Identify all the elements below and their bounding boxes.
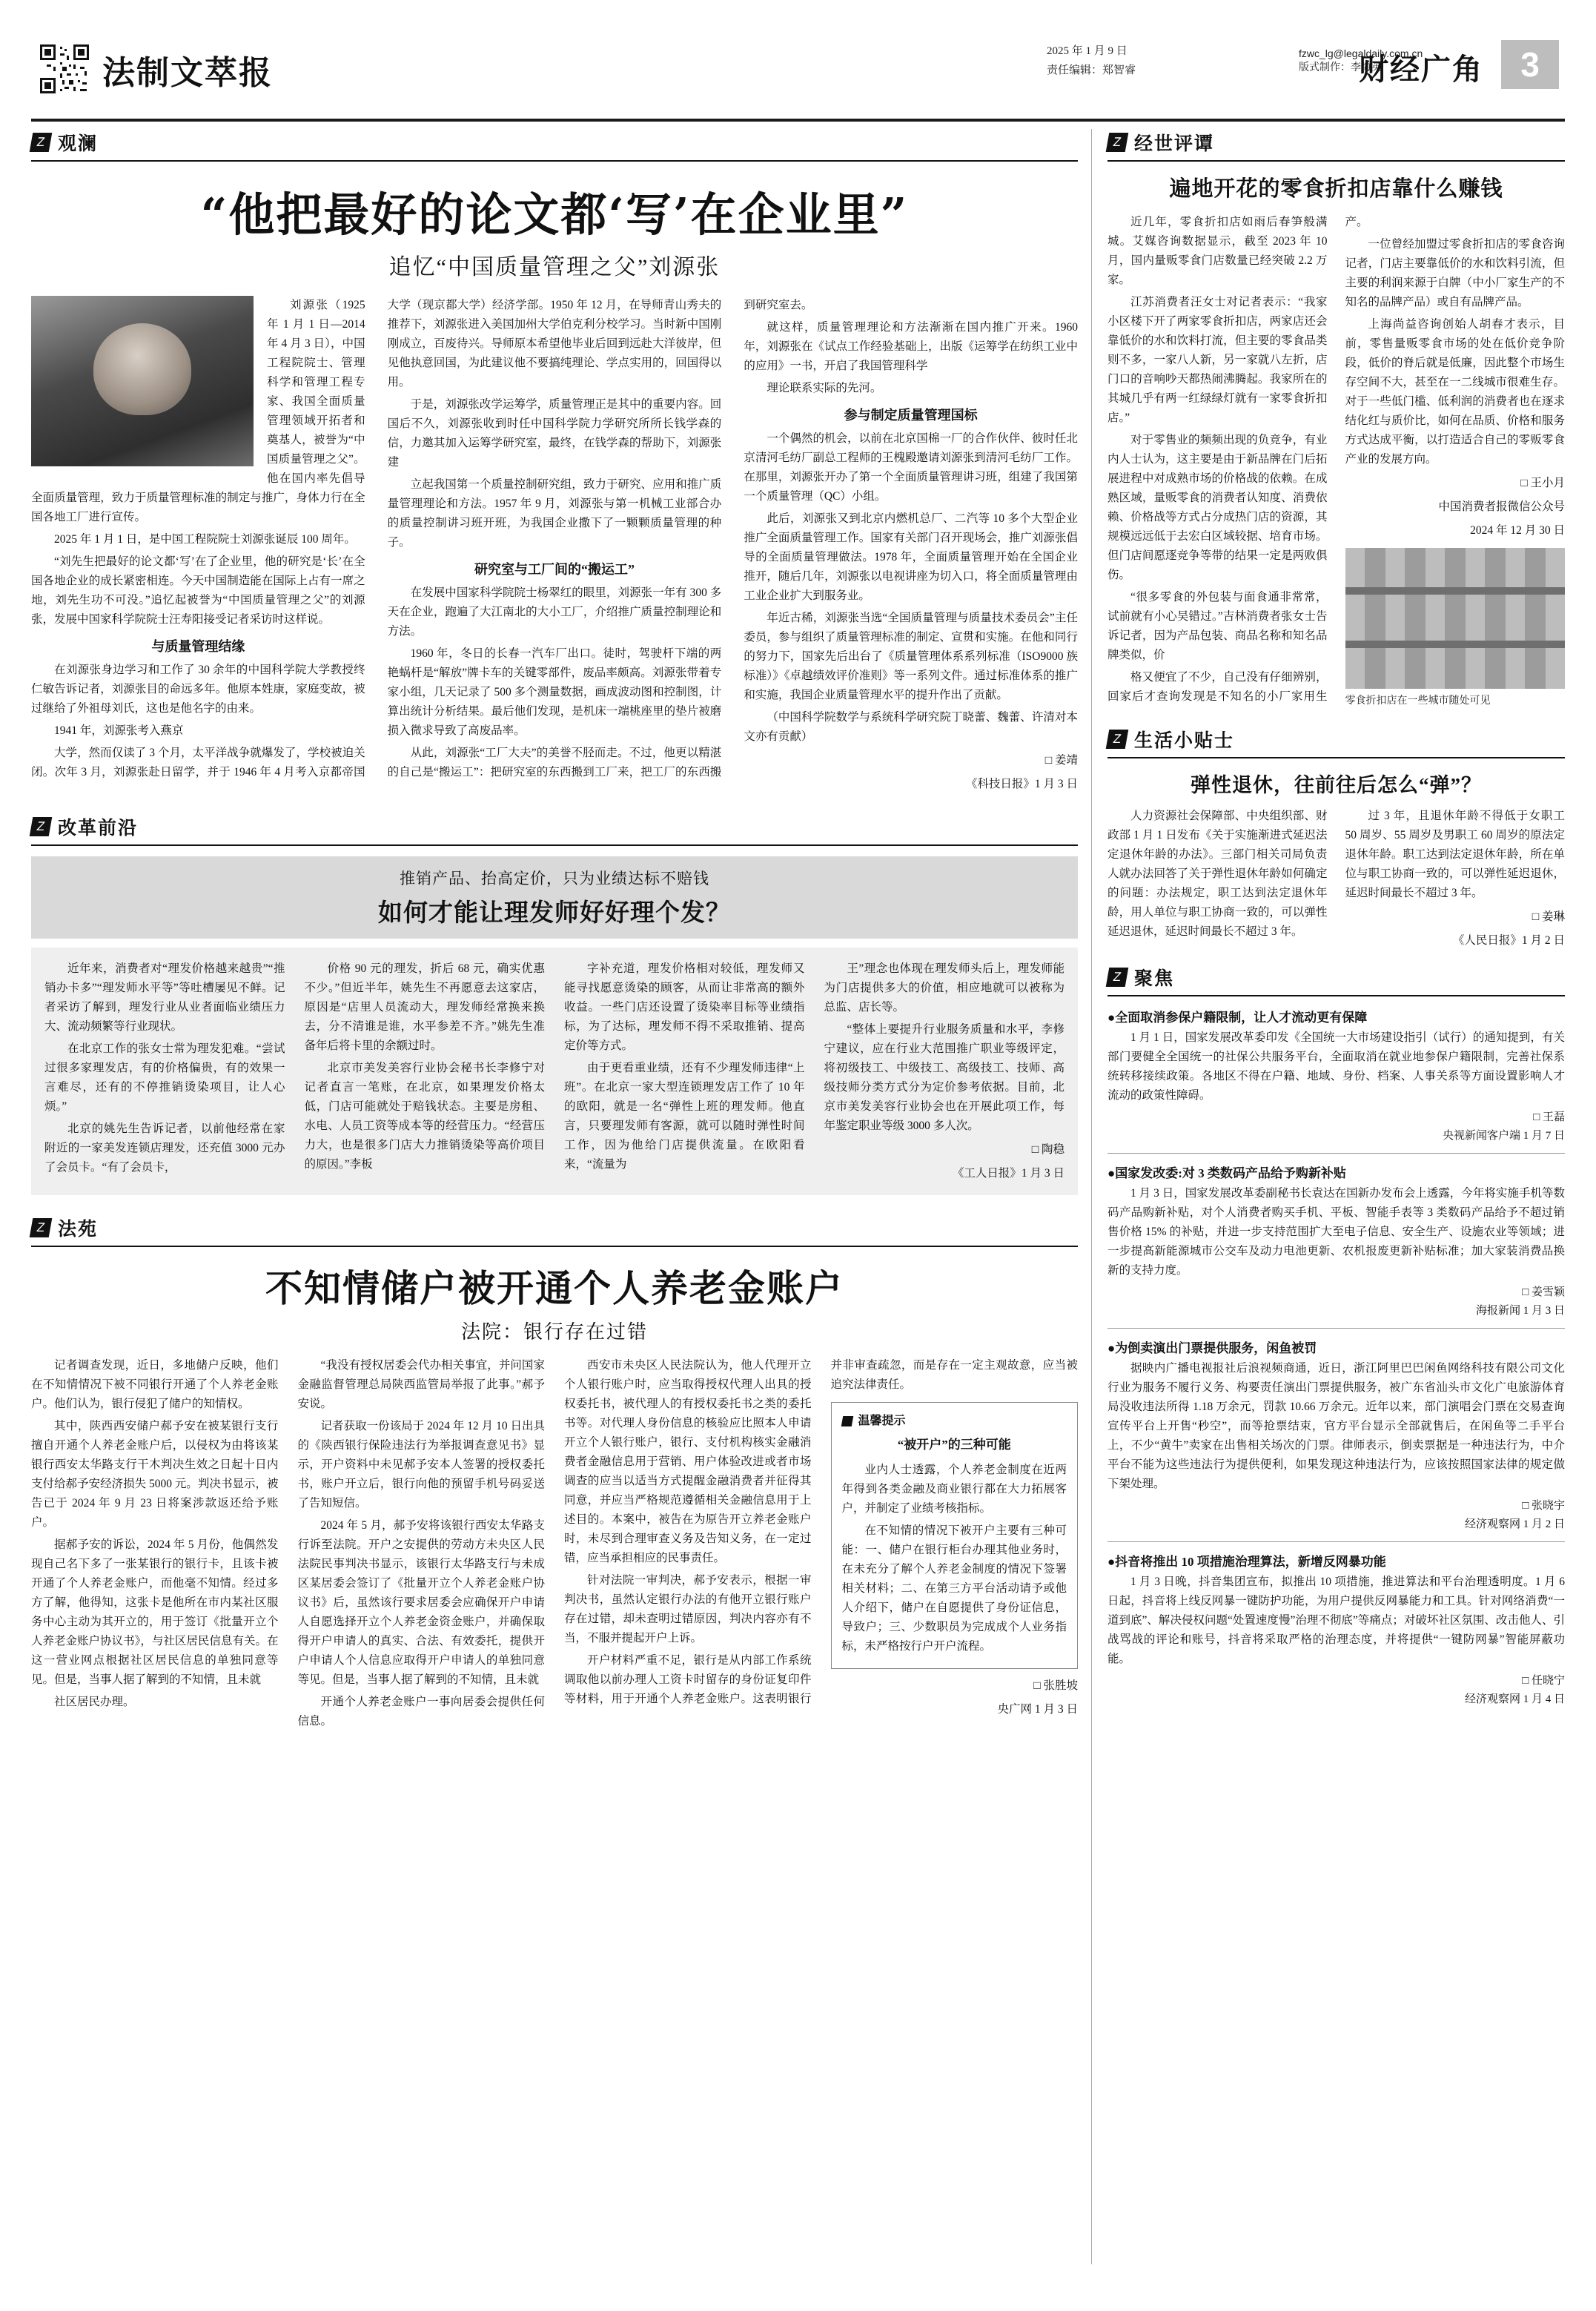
masthead-info — [1047, 42, 1291, 80]
section-label: 改革前沿 — [58, 819, 139, 839]
paragraph: 据映内广播电视报社后浪视频商通，近日，浙江阿里巴巴闲鱼网络科技有限公司文化行业为服务不履行义务、构要责任演出门票提供服务，被广东省汕头市文化广电旅游体育局没收违法所得 1.18 万余元，罚款 10.66 万余元。近年以来，部门演唱会门票在交易查询宣传平台上开售“秒空”，而等抢票结束，官方平台显示全部就售后，在闲鱼等二手平台上，不少“黄牛”卖家在出售相关场次的门票。律师表示，倒卖票据是一种违法行为，中介平台不能为这些违法行为提供便利，如果发现这种违法行为，应该按照国家法律的规定做下架处理。 — [1107, 1362, 1565, 1490]
subheading: 与质量管理结缘 — [151, 639, 245, 654]
section-mark-icon: Z — [30, 1218, 53, 1237]
store-shelf-photo — [1345, 548, 1566, 689]
section-header-guanlan — [31, 129, 1078, 162]
paragraph: 1941 年，刘源张考入燕京 — [54, 724, 184, 737]
paragraph: 从此，刘源张“工厂大夫”的美誉不胫而走。不过，他更以精湛的自己是“搬运工”：把研究室的东西搬到工厂来，把工厂的东西搬到研究室去。 — [387, 299, 813, 778]
portrait-photo — [31, 296, 254, 466]
paragraph: 北京市美发美容行业协会秘书长李修宁对记者直言一笔账，在北京，如果理发价格太低，门店可能就处于赔钱状态。主要是房租、水电、人员工资等成本等的经营压力。“经营压力大，也是很多门店大力推销烫染等高价项目的原因。”李板 — [304, 1062, 545, 1171]
paragraph: 1 月 3 日晚，抖音集团宣布，拟推出 10 项措施，推进算法和平台治理透明度。1 月 6 日起，抖音将上线反网暴一键防护功能，为用户提供反网暴能力和工具。针对网络消费“一道到底”、解决侵权问题“处置速度慢”治理不彻底”等痛点；对破坏社区氛围、改击他人、引战骂战的评论和账号，抖音将采取严格的治理态度，并将提供“一键防网暴”智能屏蔽功能。 — [1107, 1576, 1565, 1665]
paragraph: 1 月 1 日，国家发展改革委印发《全国统一大市场建设指引（试行）的通知提到，有关部门要健全全国统一的社保公共服务平台，全面取消在就业地参保户籍限制，完善社保系统转移接续政策。各地区不得在户籍、地域、身份、档案、人事关系等方面设置影响人才流动的政策性障碍。 — [1107, 1031, 1565, 1102]
list-item — [1107, 1007, 1565, 1143]
section-header-fayuan — [31, 1214, 1078, 1247]
paragraph: 理论联系实际的先河。 — [766, 382, 882, 394]
byline: □ 王小月 — [1520, 477, 1565, 489]
right-headline: 遍地开花的零食折扣店靠什么赚钱 — [1169, 177, 1503, 201]
source-line: 《人民日报》1 月 2 日 — [1452, 934, 1565, 947]
paragraph: 在刘源张身边学习和工作了 30 余年的中国科学院大学教授终仁敏告诉记者，刘源张目的命远多年。他原本姓康，家庭变故，被过继给了外祖母刘氏，这也是他名字的由来。 — [31, 664, 365, 715]
banner-kicker: 推销产品、抬高定价，只为业绩达标不赔钱 — [400, 870, 709, 887]
column-divider — [1091, 129, 1092, 2264]
paragraph: 此后，刘源张又到北京内燃机总厂、二汽等 10 多个大型企业推广全面质量管理工作。国家有关部门召开现场会，推广刘源张倡导的全面质量管理做法。1978 年，全面质量管理开始在全国企业推开，随后几年，刘源张以电视讲座为切入口，将全面质量管理由工业企业扩大到服务业。 — [744, 512, 1078, 602]
paragraph: 记者获取一份该局于 2024 年 12 月 10 日出具的《陕西银行保险违法行为举报调查意见书》显示，开户资料中未见郝予安本人签署的授权委托书，账户开立后，银行向他的预留手机号码妥送了告知短信。 — [297, 1420, 545, 1510]
tip-header-label: 温馨提示 — [858, 1415, 906, 1427]
right-article-body-2 — [1107, 807, 1565, 950]
focus-headline: ●抖音将推出 10 项措施治理算法，新增反网暴功能 — [1107, 1555, 1386, 1569]
masthead — [31, 31, 1565, 122]
section-label: 经世评谭 — [1134, 134, 1215, 154]
source-line: 经济观察网 1 月 4 日 — [1464, 1693, 1565, 1705]
gaige-article — [31, 948, 1078, 1195]
section-mark-icon: Z — [1106, 133, 1129, 152]
tip-box — [831, 1402, 1079, 1669]
paragraph: 近年来，消费者对“理发价格越来越贵”“推销办卡多”“理发师水平等”等吐槽屡见不鲜。记者采访了解到，理发行业从业者面临业绩压力大、流动频繁等行业现状。 — [44, 962, 285, 1033]
paragraph: 业内人士透露，个人养老金制度在近两年得到各类金融及商业银行都在大力拓展客户，并制定了业绩考核指标。 — [841, 1464, 1067, 1515]
banner-headline: 如何才能让理发师好好理个发？ — [378, 900, 731, 927]
fayuan-article-body — [31, 1356, 1078, 1731]
email-text: fzwc_lg@legaldaily.com.cn — [1299, 47, 1423, 59]
paragraph: 针对法院一审判决，郝予安表示，根据一审判决书，虽然认定银行办法的有他开立银行账户存在过错，却未查明过错原因，判决内容亦有不当，不服并提起开户上诉。 — [564, 1574, 812, 1644]
right-column — [1107, 129, 1565, 1716]
section-label: 聚焦 — [1134, 969, 1175, 989]
paragraph: 1960 年，冬日的长春一汽车厂出口。徒时，驾驶杆下端的两艳蜗杆是“解放”牌卡车的关键零部件，废品率颇高。刘源张带着专家小组，几天记录了 500 多个测量数据，画成波动图和控制图，计算出统计分析结果。最后他们发现，是机床一端桃座里的垫片被磨损入微求导致了高废品率。 — [387, 647, 722, 737]
lead-headline: “他把最好的论文都‘写’在企业里” — [200, 188, 909, 242]
paragraph: 字补充道，理发价格相对较低，理发师又能寻找愿意烫染的顾客，从而让非常高的额外收益。一些门店还设置了烫染率目标等业绩指标，为了达标，理发师不得不采取推销、提高定价等方式。 — [564, 962, 805, 1052]
section-mark-icon: Z — [30, 133, 53, 152]
divider — [1107, 1541, 1565, 1542]
paragraph: 西安市未央区人民法院认为，他人代理开立个人银行账户时，应当取得授权代理人出具的授权委托书，被代理人的有授权委托书之类的委托书等。对代理人身份信息的核验应比照本人申请开立个人银行账户，银行、支付机构核实金融消费者金融信息用于营销、用户体验改进或者市场调查的应当以适当方式提醒金融消费者并征得其同意，并应当严格规范遵循相关金融信息用于上述目的。本案中，被告在为原告开立养老金账户时，未尽到合理审查义务及告知义务，在一定过错，应当承担相应的民事责任。 — [564, 1359, 812, 1564]
focus-list — [1107, 1007, 1565, 1706]
paragraph: 在北京工作的张女士常为理发犯难。“尝试过很多家理发店，有的价格偏贵，有的效果一言难尽，还有的不停推销烫染项目，让人心烦。” — [44, 1042, 285, 1113]
paragraph: 社区居民办理。 — [54, 1696, 135, 1708]
byline: □ 张胜坡 — [1033, 1679, 1078, 1692]
subheading: 研究室与工厂间的“搬运工” — [474, 562, 635, 577]
paragraph: 开通个人养老金账户一事向居委会提供任何信息。 — [297, 1696, 545, 1728]
tip-title: “被开户”的三种可能 — [897, 1438, 1011, 1452]
paragraph: 记者调查发现，近日，多地储户反映，他们在不知情情况下被不同银行开通了个人养老金账户。他们认为，银行侵犯了储户的知情权。 — [31, 1359, 279, 1410]
lead-subheadline: 追忆“中国质量管理之父”刘源张 — [388, 255, 721, 280]
bio-caption: 刘源张（1925 年 1 月 1 日—2014 年 4 月 3 日），中国工程院院士、管理科学和管理工程专家、我国全面质量管理领域开拓者和奠基人，被誉为“中国质量管理之父”。他在国内率先倡导全面质量管理，致力于质量管理标准的制定与推广，身体力行在全国各地工厂进行宣传。 — [31, 299, 365, 523]
paragraph: 1 月 3 日，国家发展改革委副秘书长袁达在国新办发布会上透露，今年将实施手机等数码产品购新补贴，对个人消费者购买手机、平板、智能手表等 3 类数码产品给予不超过销售价格 15% 的补贴，并进一步支持范围扩大至电子信息、安全生产、设施农业等领域；进一步提高新能源城市公交车及动力电池更新、农机报废更新补贴标准；加大家装消费品换新的支持力度。 — [1107, 1187, 1565, 1277]
paragraph: “很多零食的外包装与面食通非常常，试前就有小心吴错过。”吉林消费者张女士告诉记者，因为产品包装、商品名称和知名品牌类似，价 — [1107, 591, 1328, 661]
byline: □ 任晓宁 — [1522, 1675, 1565, 1687]
paragraph: 人力资源社会保障部、中央组织部、财政部 1 月 1 日发布《关于实施渐进式延迟法定退休年龄的办法》。三部门相关司局负责人就办法回答了关于弹性退休年龄如何确定的问题：办法规定，职工达到法定退休年龄，用人单位与职工协商一致的，可以弹性延迟退休，延迟时间最长不超过 3 年。 — [1107, 810, 1328, 938]
focus-headline: ●国家发改委:对 3 类数码产品给予购新补贴 — [1107, 1166, 1346, 1180]
paragraph: 据郝予安的诉讼，2024 年 5 月份，他偶然发现自己名下多了一张某银行的银行卡，且该卡被开通了个人养老金账户，而他毫不知情。经过多方了解，他得知，这张卡是他所在市内某社区服务中心主动为其开立的，用于签订《批量开立个人养老金账户协议书》，与社区居民信息有关。在这一营业网点根据社区居民信息的单独同意等见。但是，当事人据了解到的不知情，且未就 — [31, 1538, 279, 1686]
newspaper-logo: 法制文萃报 — [102, 54, 273, 92]
paragraph: 立起我国第一个质量控制研究组，致力于研究、应用和推广质量管理理论和方法。1957 年 9 月，刘源张与第一机械工业部合办的质量控制讲习班开班，为我国企业撒下了一颗颗质量管理的种子。 — [387, 478, 722, 549]
paragraph: 由于更看重业绩，还有不少理发师违律“上班”。在北京一家大型连锁理发店工作了 10 年的欧阳，就是一名“弹性上班的理发师。他直言，只要理发师有客源，就可以随时弹性时间工作，因为他给门店提供流量。在欧阳看来，“流量为 — [564, 1062, 805, 1171]
byline: □ 姜琳 — [1532, 910, 1565, 923]
section-header-gaige — [31, 813, 1078, 846]
list-item — [1107, 1338, 1565, 1531]
byline: □ 姜雪颖 — [1522, 1286, 1565, 1298]
article-banner — [31, 856, 1078, 939]
paragraph: 开户材料严重不足，银行是从内部工作系统调取他以前办理人工资卡时留存的身份证复印件等材料，用于开通个人养老金账户。这表明银行并非审查疏忽，而是存在一定主观故意，应当被追究法律责任。 — [564, 1359, 1078, 1705]
left-column — [31, 129, 1078, 1731]
designer-credit: 版式制作：李海英 — [1299, 61, 1382, 73]
source-date: 2024 年 12 月 30 日 — [1470, 524, 1565, 537]
focus-headline: ●全面取消参保户籍限制，让人才流动更有保障 — [1107, 1011, 1368, 1025]
paragraph: “刘先生把最好的论文都‘写’在了企业里，他的研究是‘长’在全国各地企业的成长紧密相连。今天中国制造能在国际上占有一席之地，刘先生功不可没。”追忆起被誉为“中国质量管理之父”的刘源张，发展中国家科学院院士汪寿阳接受记者采访时这样说。 — [31, 555, 365, 626]
paragraph: 其中，陕西西安储户郝予安在被某银行支行擅自开通个人养老金账户后，以侵权为由将该某银行西安太华路支行干木判决生效之日起十日内支付给郝予安经济损失 5000 元。判决书显示，被告已于 2024 年 9 月 23 日将案涉款返还给予账户。 — [31, 1420, 279, 1529]
paragraph: 在发展中国家科学院院士杨翠红的眼里，刘源张一年有 300 多天在企业，跑遍了大江南北的大小工厂，介绍推广质量控制理论和方法。 — [387, 586, 722, 638]
lead-article-body — [31, 296, 1078, 794]
section-title: 财经广角 — [1359, 53, 1483, 86]
paragraph: 在不知情的情况下被开户主要有三种可能：一、储户在银行柜台办理其他业务时，在未充分了解个人养老金制度的情况下签署相关材料；二、在第三方平台活动请予或他人介绍下，储户在自愿提供了身份证信息，导致户；三、少数职员为完成成个人业务指标，未严格按行户开户流程。 — [841, 1524, 1067, 1653]
section-header-jingshi — [1107, 129, 1565, 162]
paragraph: 上海尚益咨询创始人胡春才表示，目前，零售量贩零食市场的处在低价竞争阶段，低价的脊后就是低廉，因此整个市场生存空间不大，甚至在一二线城市很难生存。对于一些低门槛、低利润的消费者也在逐求结化红与质价比，如何在品质、价格和服务方式达成平衡，以打造适合自己的零贩零食产业的发展方向。 — [1345, 318, 1565, 466]
paragraph: 对于零售业的频频出现的负竞争，有业内人士认为，这主要是由于新品牌在门后拓展进程中对成熟市场的价格战的依赖。在成熟区域，量贩零食的消费者认知度、消费依赖、价格战等方式占分成热门店的资源，其规模远远低于去宏白区域较据、培育市场。但门店间愿逐竞争等带的结果一定是两败俱伤。 — [1107, 434, 1328, 581]
paragraph: 于是，刘源张改学运筹学，质量管理正是其中的重要内容。回国后不久，刘源张收到时任中国科学院力学研究所所长钱学森的信，力邀其加入运筹学研究室，最终，在钱学森的帮助下，刘源张建 — [387, 398, 722, 469]
paragraph: 一位曾经加盟过零食折扣店的零食咨询记者，门店主要靠低价的水和饮料引流，但主要的利润来源于白牌（中小厂家生产的不知名的品牌产品）或自有品牌产品。 — [1345, 238, 1565, 308]
qr-code-icon — [40, 44, 89, 93]
section-label: 生活小贴士 — [1134, 731, 1235, 751]
paragraph: 就这样，质量管理理论和方法渐渐在国内推广开来。1960 年，刘源张在《试点工作经验基础上，出版《运筹学在纺织工业中的应用》一书，开启了我国管理科学 — [744, 321, 1078, 372]
section-mark-icon: Z — [30, 817, 53, 836]
section-mark-icon: Z — [1106, 730, 1129, 749]
section-label: 法苑 — [58, 1220, 99, 1240]
fayuan-headline: 不知情储户被开通个人养老金账户 — [265, 1266, 844, 1310]
list-item — [1107, 1551, 1565, 1706]
paragraph: 近几年，零食折扣店如雨后春笋般满城。艾媒咨询数据显示，截至 2023 年 10 月，国内量贩零食门店数量已经突破 2.2 万家。 — [1107, 216, 1328, 286]
paragraph: 北京的姚先生告诉记者，以前他经常在家附近的一家美发连锁店理发，还充值 3000 元办了会员卡。“有了会员卡， — [44, 1123, 285, 1174]
section-header-shenghuo — [1107, 726, 1565, 758]
source-line: 中国消费者报微信公众号 — [1438, 500, 1565, 513]
source-line: 《工人日报》1 月 3 日 — [952, 1167, 1064, 1180]
paragraph: 大学，然而仅读了 3 个月，太平洋战争就爆发了，学校被迫关闭。次年 3 月，刘源张赴日留学，并于 1946 年 4 月考入京都帝国大学（现京都大学）经济学部。1950 年 12 月，在导师青山秀夫的推荐下，刘源张进入美国加州大学伯克利分校学习。当时新中国刚刚成立，百废待兴。导师原本希望他毕业后回到远赴大洋彼岸，但见他执意回国，为此建议他不要搞纯理论、学点实用的，回国得以用。 — [31, 299, 722, 778]
paragraph: 价格 90 元的理发，折后 68 元，确实优惠不少。”但近半年，姚先生不再愿意去这家店，原因是“店里人员流动大，理发师经常换来换去，分不清谁是谁，水平参差不齐。”姚先生准备年后将卡里的余额过时。 — [304, 962, 545, 1052]
paragraph: 2025 年 1 月 1 日，是中国工程院院士刘源张诞辰 100 周年。 — [54, 533, 356, 546]
photo-caption: 零食折扣店在一些城市随处可见 — [1345, 695, 1491, 707]
fayuan-subheadline: 法院：银行存在过错 — [460, 1321, 648, 1343]
paragraph: 一个偶然的机会，以前在北京国棉一厂的合作伙伴、彼时任北京清河毛纺厂副总工程师的王槐殿邀请刘源张到清河毛纺厂工作。在那里，刘源张开办了第一个全面质量管理讲习班，组建了我国第一个质量管理（QC）小组。 — [744, 432, 1078, 503]
paragraph: “整体上要提升行业服务质量和水平，李修宁建议，应在行业大范围推广职业等级评定，将初级技工、中级技工、高级技工、技师、高级技师分类方式分为定价参考依据。目前，北京市美发美容行业协会也在开展此项工作，每年鉴定职业等级 3000 多人次。 — [824, 1023, 1064, 1132]
focus-headline: ●为倒卖演出门票提供服务，闲鱼被罚 — [1107, 1341, 1317, 1355]
subheading: 参与制定质量管理国标 — [844, 408, 978, 423]
section-mark-icon: Z — [1106, 968, 1129, 987]
issue-date: 2025 年 1 月 9 日 — [1047, 45, 1128, 57]
list-item — [1107, 1163, 1565, 1317]
right-headline-2: 弹性退休，往前往后怎么“弹”？ — [1191, 774, 1482, 796]
section-label: 观澜 — [58, 134, 99, 154]
page-number: 3 — [1501, 40, 1559, 89]
source-line: 央视新闻客户端 1 月 7 日 — [1442, 1130, 1565, 1142]
paragraph: 2024 年 5 月，郝予安将该银行西安太华路支行诉至法院。开户之安提供的劳动方未央区人民法院民事判决书显示，该银行太华路支行与未成区某居委会签订了《批量开立个人养老金账户协议书》后，虽然该行要求居委会应确保开户申请人自愿选择开立个人养老金资金账户，并确保取得开户申请人的真实、合法、有效委托，提供开户申请人个人信息应取得开户申请人的单独同意等见。但是，当事人据了解到的不知情，且未就 — [297, 1519, 545, 1686]
byline: □ 陶稳 — [1031, 1143, 1064, 1156]
source-line: 《科技日报》1 月 3 日 — [965, 778, 1078, 790]
paragraph: 王”理念也体现在理发师头后上，理发师能为门店提供多大的价值，相应地就可以被称为总监、店长等。 — [824, 962, 1064, 1014]
paragraph: 过 3 年，且退休年龄不得低于女职工 50 周岁、55 周岁及男职工 60 周岁的原法定退休年龄。职工达到法定退休年龄，所在单位与职工协商一致的，可以弹性延迟退休，延迟时间最长不超过 3 年。 — [1345, 810, 1565, 899]
source-line: 经济观察网 1 月 2 日 — [1464, 1518, 1565, 1530]
divider — [1107, 1153, 1565, 1154]
tip-dot-icon — [841, 1416, 852, 1426]
byline: □ 王磊 — [1533, 1111, 1565, 1123]
section-header-jujiao — [1107, 964, 1565, 996]
paragraph: 江苏消费者汪女士对记者表示：“我家小区楼下开了两家零食折扣店，两家店还会靠低价的水和饮料打流，但主要的零食品类则不多，一家八人新，另一家就八左折，店门口的音响吵天都热闹沸腾起。我家所在的其城几乎有两一红绿绿灯就有一家零食折扣店。” — [1107, 296, 1328, 424]
source-line: 海报新闻 1 月 3 日 — [1475, 1305, 1565, 1317]
paragraph: 年近古稀，刘源张当选“全国质量管理与质量技术委员会”主任委员，参与组织了质量管理标准的制定、宣贯和实施。在他和同行的努力下，国家先后出台了《质量管理体系系列标准（ISO9000 族标准）》《卓越绩效评价准则》等一系列文件。通过标准体系的推广和实施，我国企业质量管理水平的提升作出了贡献。 — [744, 612, 1078, 701]
paragraph: “我没有授权居委会代办相关事宜，并问国家金融监督管理总局陕西监管局举报了此事。”郝予安说。 — [297, 1359, 545, 1410]
divider — [1107, 1328, 1565, 1329]
paragraph: （中国科学院数学与系统科学研究院丁晓蕾、魏蕾、许清对本文亦有贡献） — [744, 711, 1078, 743]
editor-credit: 责任编辑：郑智睿 — [1047, 65, 1136, 76]
source-line: 央广网 1 月 3 日 — [997, 1703, 1078, 1716]
paragraph: 格又便宜了不少，自己没有仔细辨别，回家后才查询发现是不知名的小厂家用生产。 — [1107, 216, 1368, 703]
tip-header — [842, 1412, 1067, 1431]
byline: □ 姜靖 — [1044, 754, 1078, 767]
right-article-body — [1107, 213, 1565, 713]
byline: □ 张晓宇 — [1522, 1500, 1565, 1512]
